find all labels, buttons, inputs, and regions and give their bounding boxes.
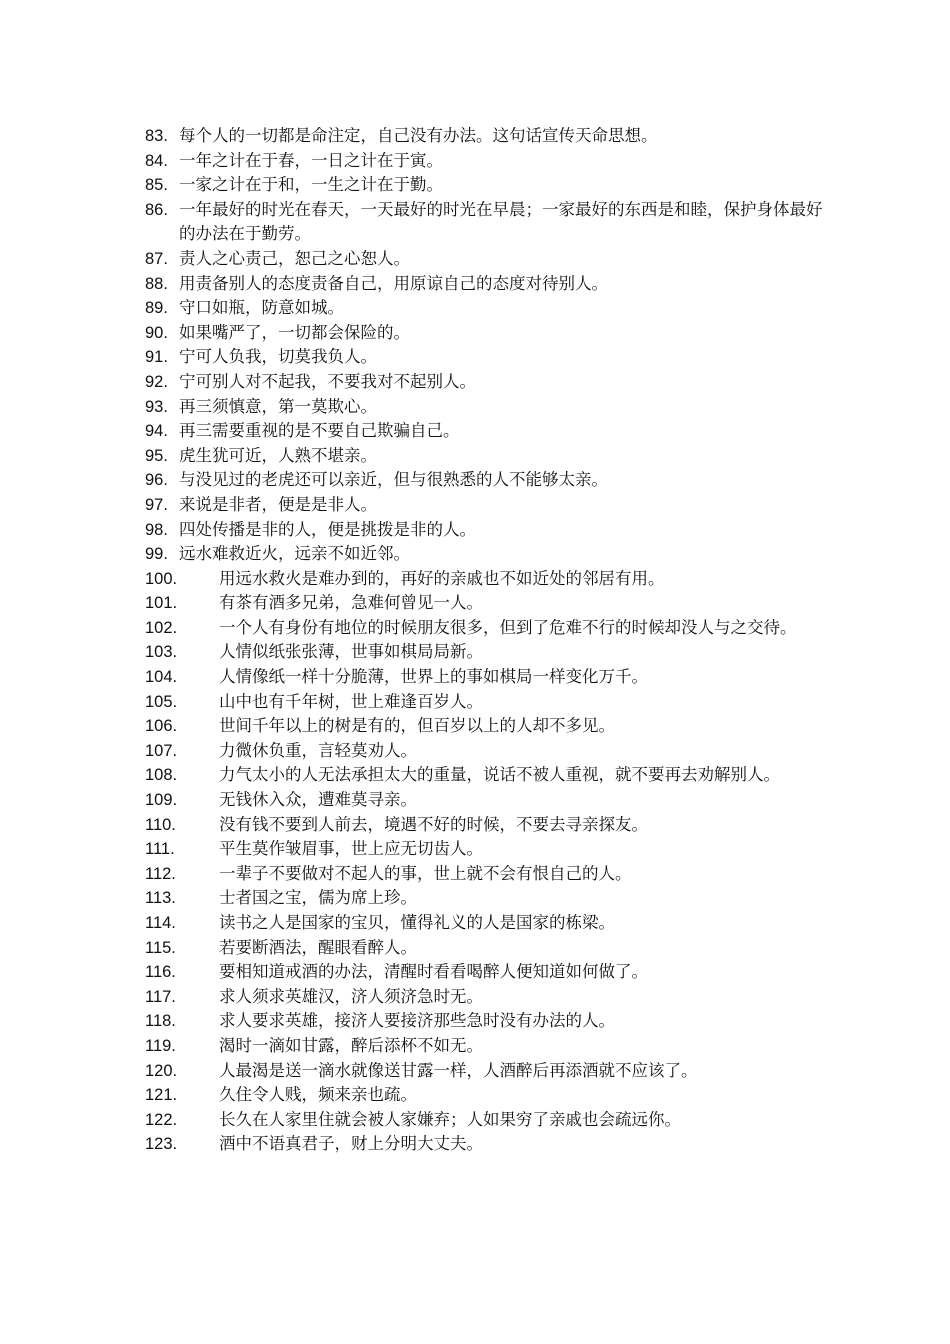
item-text: 一辈子不要做对不起人的事，世上就不会有恨自己的人。 xyxy=(219,863,632,883)
item-number: 117. xyxy=(145,987,176,1006)
item-text: 若要断酒法，醒眼看醉人。 xyxy=(219,937,417,957)
item-number: 106. xyxy=(145,717,178,736)
list-item xyxy=(145,739,825,764)
item-number: 107. xyxy=(145,741,178,760)
item-text: 一家之计在于和，一生之计在于勤。 xyxy=(179,175,443,195)
item-text: 再三需要重视的是不要自己欺骗自己。 xyxy=(179,421,460,441)
item-text: 人情似纸张张薄，世事如棋局局新。 xyxy=(219,642,483,662)
list-item xyxy=(145,149,825,174)
item-text: 宁可人负我，切莫我负人。 xyxy=(179,347,377,367)
list-item xyxy=(145,714,825,739)
item-text: 远水难救近火，远亲不如近邻。 xyxy=(179,544,410,564)
item-text: 人情像纸一样十分脆薄，世界上的事如棋局一样变化万千。 xyxy=(219,667,648,687)
item-number: 87. xyxy=(145,249,168,268)
item-text: 用责备别人的态度责备自己，用原谅自己的态度对待别人。 xyxy=(179,273,608,293)
item-text: 四处传播是非的人，便是挑拨是非的人。 xyxy=(179,519,476,539)
item-number: 109. xyxy=(145,791,178,810)
item-text: 要相知道戒酒的办法，清醒时看看喝醉人便知道如何做了。 xyxy=(219,962,648,982)
item-number: 102. xyxy=(145,618,178,637)
item-text: 有茶有酒多兄弟，急难何曾见一人。 xyxy=(219,593,483,613)
item-text: 责人之心责己，恕己之心恕人。 xyxy=(179,248,410,268)
list-item xyxy=(145,1059,825,1084)
item-number: 92. xyxy=(145,372,168,391)
item-number: 88. xyxy=(145,274,168,293)
item-number: 103. xyxy=(145,643,178,662)
item-text: 力微休负重，言轻莫劝人。 xyxy=(219,740,417,760)
list-item xyxy=(145,518,825,543)
list-item xyxy=(145,124,825,149)
item-number: 114. xyxy=(145,914,176,932)
list-item xyxy=(145,370,825,395)
list-item xyxy=(145,690,825,715)
item-number: 108. xyxy=(145,766,178,785)
list-item xyxy=(145,419,825,444)
list-item xyxy=(145,198,825,247)
item-text: 虎生犹可近，人熟不堪亲。 xyxy=(179,445,377,465)
item-text: 力气太小的人无法承担太大的重量，说话不被人重视，就不要再去劝解别人。 xyxy=(219,765,780,785)
item-text: 求人要求英雄，接济人要接济那些急时没有办法的人。 xyxy=(219,1011,615,1031)
list-item xyxy=(145,542,825,567)
list-item xyxy=(145,837,825,862)
item-text: 平生莫作皱眉事，世上应无切齿人。 xyxy=(219,839,483,859)
list-item xyxy=(145,1083,825,1108)
item-number: 91. xyxy=(145,348,168,367)
item-text: 与没见过的老虎还可以亲近，但与很熟悉的人不能够太亲。 xyxy=(179,470,608,490)
list-item xyxy=(145,788,825,813)
item-text: 每个人的一切都是命注定，自己没有办法。这句话宣传天命思想。 xyxy=(179,126,658,145)
item-text: 再三须慎意，第一莫欺心。 xyxy=(179,396,377,416)
list-item xyxy=(145,862,825,887)
item-text: 士者国之宝，儒为席上珍。 xyxy=(219,888,417,908)
item-number: 120. xyxy=(145,1061,178,1080)
item-number: 100. xyxy=(145,569,178,588)
list-item xyxy=(145,296,825,321)
item-number: 99. xyxy=(145,545,168,564)
item-number: 105. xyxy=(145,692,178,711)
list-item xyxy=(145,567,825,592)
item-text: 没有钱不要到人前去，境遇不好的时候，不要去寻亲探友。 xyxy=(219,814,648,834)
list-item xyxy=(145,247,825,272)
item-number: 85. xyxy=(145,176,168,195)
list-item xyxy=(145,444,825,469)
item-number: 119. xyxy=(145,1036,176,1055)
item-number: 93. xyxy=(145,397,168,416)
item-number: 89. xyxy=(145,299,168,318)
list-item xyxy=(145,272,825,297)
item-text: 久住令人贱，频来亲也疏。 xyxy=(219,1085,417,1105)
item-number: 104. xyxy=(145,668,178,687)
list-item xyxy=(145,985,825,1010)
item-text: 酒中不语真君子，财上分明大丈夫。 xyxy=(219,1134,483,1154)
item-number: 123. xyxy=(145,1135,178,1154)
list-item xyxy=(145,1034,825,1059)
list-item xyxy=(145,468,825,493)
item-number: 112. xyxy=(145,864,176,883)
item-number: 122. xyxy=(145,1110,178,1129)
list-item xyxy=(145,1132,825,1157)
item-number: 98. xyxy=(145,520,168,539)
list-item xyxy=(145,813,825,838)
list-item xyxy=(145,591,825,616)
list-item xyxy=(145,960,825,985)
list-item xyxy=(145,616,825,641)
item-number: 121. xyxy=(145,1086,178,1105)
list-item xyxy=(145,493,825,518)
list-item xyxy=(145,173,825,198)
item-number: 84. xyxy=(145,151,168,170)
item-number: 110. xyxy=(145,815,176,834)
item-text: 一个人有身份有地位的时候朋友很多，但到了危难不行的时候却没人与之交待。 xyxy=(219,617,797,637)
item-number: 111. xyxy=(145,840,175,859)
item-text: 如果嘴严了，一切都会保险的。 xyxy=(179,322,410,342)
item-text: 人最渴是送一滴水就像送甘露一样，人酒醉后再添酒就不应该了。 xyxy=(219,1060,698,1080)
item-number: 86. xyxy=(145,200,168,219)
item-text: 读书之人是国家的宝贝，懂得礼义的人是国家的栋梁。 xyxy=(219,913,615,932)
list-item xyxy=(145,1108,825,1133)
item-number: 118. xyxy=(145,1012,176,1031)
item-text: 一年之计在于春，一日之计在于寅。 xyxy=(179,150,443,170)
item-text: 无钱休入众，遭难莫寻亲。 xyxy=(219,790,417,810)
item-text: 世间千年以上的树是有的，但百岁以上的人却不多见。 xyxy=(219,716,615,736)
item-text: 渴时一滴如甘露，醉后添杯不如无。 xyxy=(219,1035,483,1055)
item-text: 一年最好的时光在春天，一天最好的时光在早晨；一家最好的东西是和睦，保护身体最好的办法在于勤劳。 xyxy=(179,199,823,244)
item-text: 宁可别人对不起我，不要我对不起别人。 xyxy=(179,371,476,391)
item-number: 113. xyxy=(145,889,176,908)
list-item xyxy=(145,886,825,911)
list-item xyxy=(145,665,825,690)
item-number: 95. xyxy=(145,446,168,465)
item-number: 83. xyxy=(145,127,168,145)
item-number: 97. xyxy=(145,495,168,514)
item-number: 116. xyxy=(145,963,176,982)
item-text: 用远水救火是难办到的，再好的亲戚也不如近处的邻居有用。 xyxy=(219,568,665,588)
list-item xyxy=(145,763,825,788)
item-text: 山中也有千年树，世上难逢百岁人。 xyxy=(219,691,483,711)
list-item xyxy=(145,1009,825,1034)
item-number: 96. xyxy=(145,471,168,490)
item-number: 115. xyxy=(145,938,176,957)
item-number: 90. xyxy=(145,323,168,342)
list-item xyxy=(145,911,825,936)
item-number: 101. xyxy=(145,594,178,613)
item-text: 来说是非者，便是是非人。 xyxy=(179,494,377,514)
list-item xyxy=(145,936,825,961)
list-item xyxy=(145,640,825,665)
item-text: 守口如瓶，防意如城。 xyxy=(179,298,344,318)
list-item xyxy=(145,395,825,420)
list-item xyxy=(145,345,825,370)
item-text: 长久在人家里住就会被人家嫌弃；人如果穷了亲戚也会疏远你。 xyxy=(219,1109,681,1129)
item-number: 94. xyxy=(145,422,168,441)
list-item xyxy=(145,321,825,346)
proverb-list xyxy=(145,124,825,1157)
item-text: 求人须求英雄汉，济人须济急时无。 xyxy=(219,986,483,1006)
